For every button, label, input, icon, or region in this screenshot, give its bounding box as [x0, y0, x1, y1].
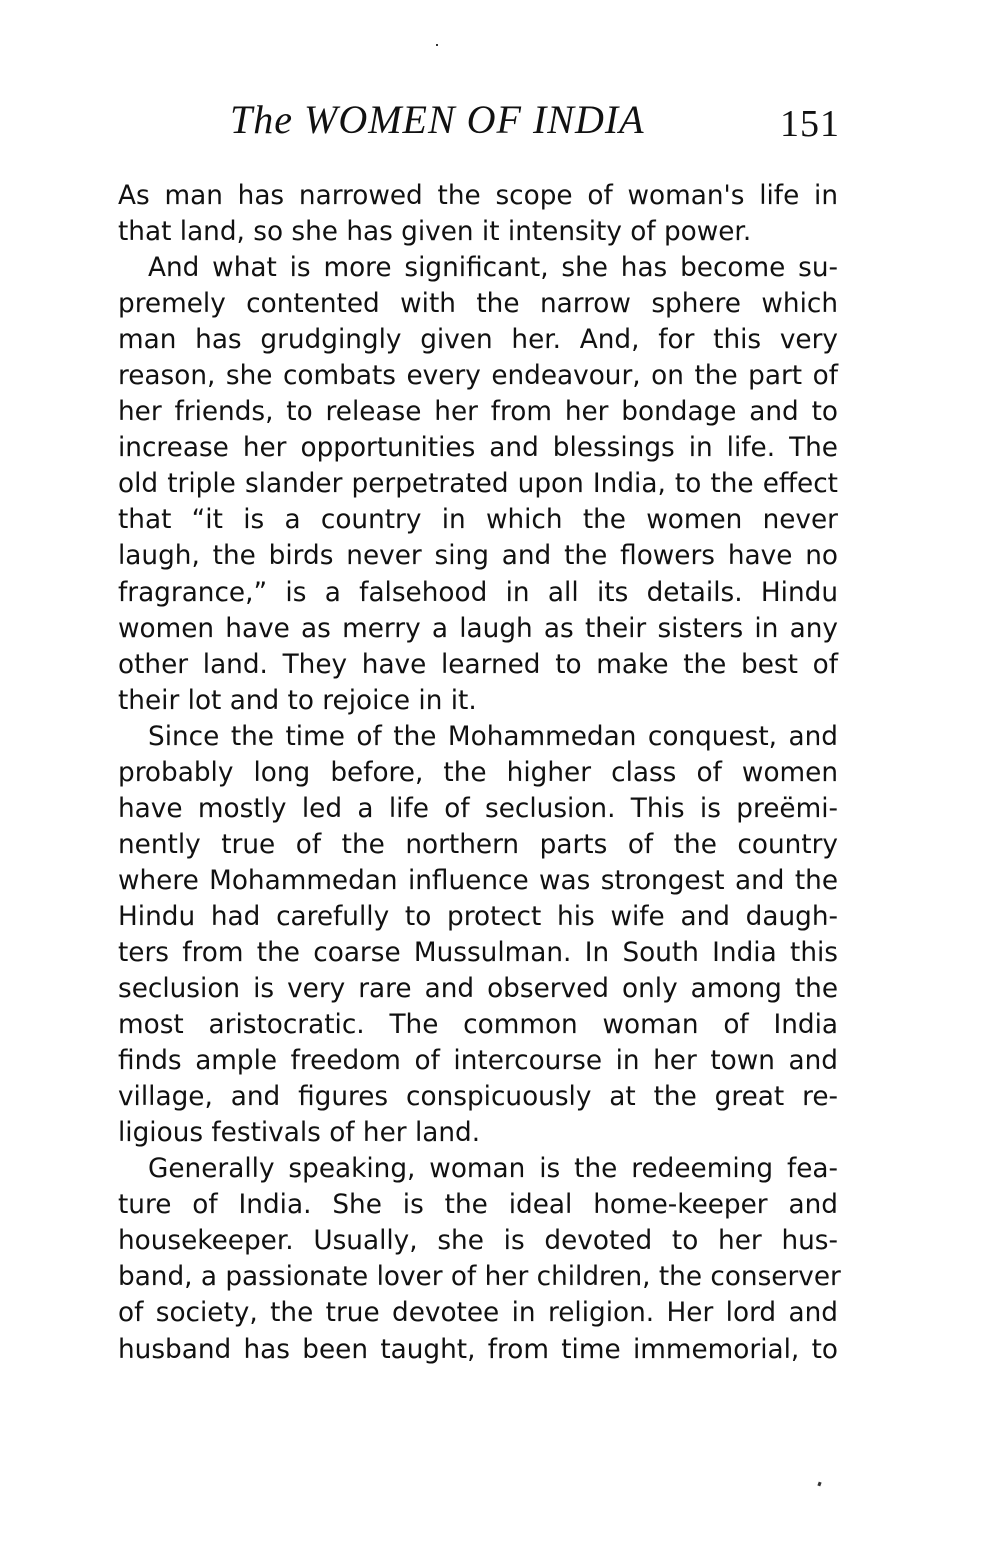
text-line: husband has been taught, from time immemorial, to — [118, 1334, 838, 1365]
text-line: Hindu had carefully to protect his wife and daugh- — [118, 901, 838, 932]
paragraph-3 — [118, 719, 838, 1152]
text-line: of society, the true devotee in religion. Her lord and — [118, 1298, 838, 1329]
text-line: premely contented with the narrow sphere which — [118, 289, 838, 320]
text-line: increase her opportunities and blessings in life. The — [118, 433, 838, 464]
text-line: Generally speaking, woman is the redeeming fea- — [148, 1154, 838, 1185]
text-line: most aristocratic. The common woman of India — [118, 1010, 838, 1041]
text-line: that “it is a country in which the women never — [118, 505, 838, 536]
text-line: housekeeper. Usually, she is devoted to her hus- — [118, 1226, 838, 1257]
paragraph-4 — [118, 1151, 841, 1367]
text-line: laugh, the birds never sing and the flowers have no — [118, 541, 838, 572]
paragraph-1 — [118, 178, 838, 250]
text-line: where Mohammedan influence was strongest and the — [118, 865, 838, 896]
text-line: ture of India. She is the ideal home-keeper and — [118, 1190, 838, 1221]
text-line: have mostly led a life of seclusion. This is preëmi- — [118, 793, 838, 824]
text-line: that land, so she has given it intensity of power. — [118, 217, 752, 248]
text-line: And what is more significant, she has become su- — [148, 253, 838, 284]
text-line: probably long before, the higher class of women — [118, 757, 838, 788]
running-title — [230, 96, 645, 143]
text-line: ligious festivals of her land. — [118, 1118, 481, 1149]
scan-speck — [817, 1482, 821, 1487]
text-line: reason, she combats every endeavour, on the part of — [118, 361, 838, 392]
text-line: nently true of the northern parts of the country — [118, 829, 838, 860]
running-head — [120, 96, 840, 156]
text-line: women have as merry a laugh as their sisters in any — [118, 613, 838, 644]
running-title-text: WOMEN OF INDIA — [304, 97, 645, 142]
text-line: As man has narrowed the scope of woman's life in — [118, 181, 838, 211]
text-line: other land. They have learned to make the best of — [118, 649, 838, 680]
text-line: village, and figures conspicuously at the great re- — [118, 1082, 838, 1113]
running-title-prefix: The — [230, 97, 293, 142]
paragraph-2 — [118, 250, 838, 719]
scan-speck — [436, 44, 438, 46]
text-line: band, a passionate lover of her children, the conserver — [118, 1262, 841, 1293]
text-line: their lot and to rejoice in it. — [118, 685, 477, 716]
text-line: old triple slander perpetrated upon India, to the effect — [118, 469, 838, 500]
text-line: seclusion is very rare and observed only among the — [118, 974, 838, 1005]
text-line: fragrance,” is a falsehood in all its details. Hindu — [118, 577, 838, 608]
text-line: finds ample freedom of intercourse in her town and — [118, 1046, 838, 1077]
body-text — [118, 178, 841, 1368]
text-line: ters from the coarse Mussulman. In South India this — [118, 937, 838, 968]
text-line: Since the time of the Mohammedan conquest, and — [148, 721, 838, 752]
text-line: her friends, to release her from her bondage and to — [118, 397, 838, 428]
text-line: man has grudgingly given her. And, for this very — [118, 325, 838, 356]
page-number: 151 — [780, 103, 840, 145]
